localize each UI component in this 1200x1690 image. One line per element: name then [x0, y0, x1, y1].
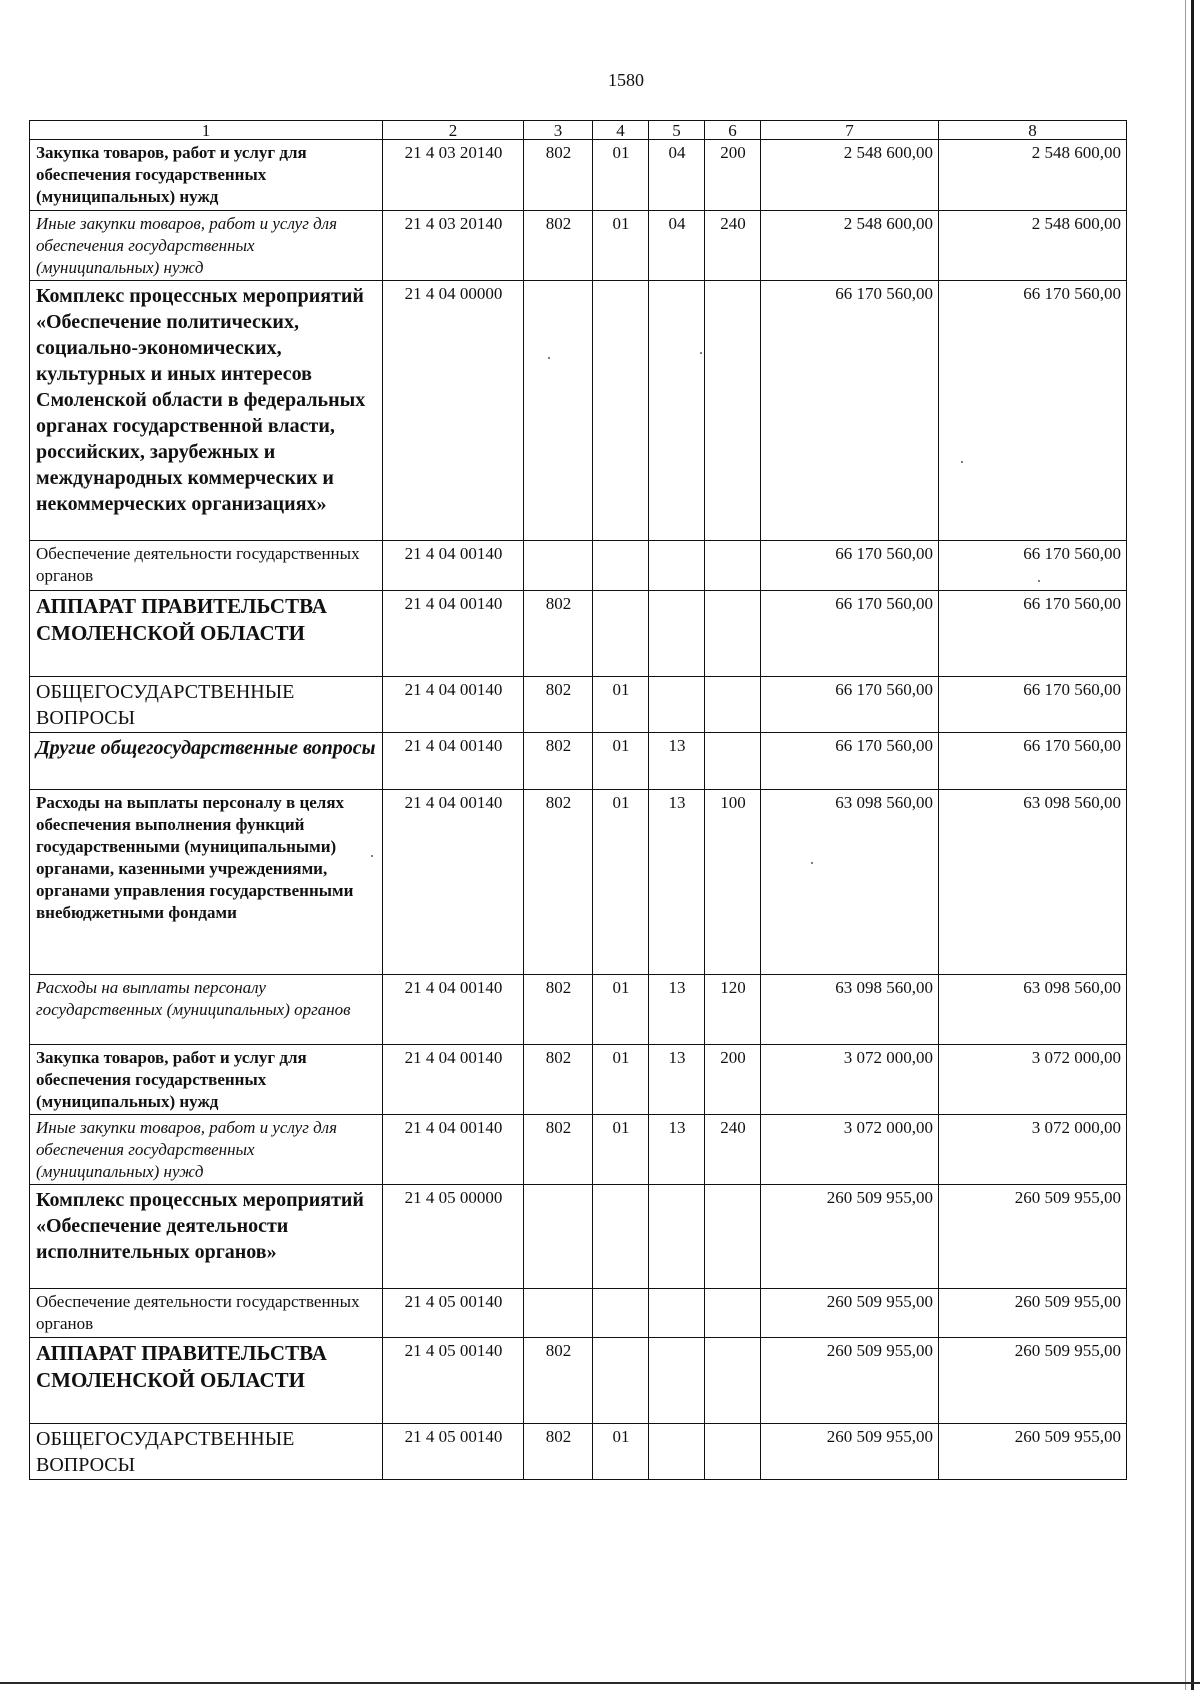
row-c4: 01 — [593, 1115, 649, 1185]
table-row — [30, 1289, 1127, 1338]
row-c4: 01 — [593, 211, 649, 281]
row-code: 21 4 04 00140 — [383, 975, 524, 1045]
row-name: Комплекс процессных мероприятий «Обеспечение деятельности исполнительных органов» — [30, 1185, 383, 1289]
row-name: АППАРАТ ПРАВИТЕЛЬСТВА СМОЛЕНСКОЙ ОБЛАСТИ — [30, 591, 383, 677]
row-c5 — [649, 1289, 705, 1338]
row-c5 — [649, 1424, 705, 1480]
table-row — [30, 733, 1127, 790]
row-c3: 802 — [524, 1045, 593, 1115]
row-c4: 01 — [593, 790, 649, 975]
row-name: Комплекс процессных мероприятий «Обеспечение политических, социально-экономических, культурных и иных интересов Смоленской области в федеральных органах государственной власти, российских, зарубежных и международных коммерческих и некоммерческих организациях» — [30, 281, 383, 541]
table-row — [30, 1045, 1127, 1115]
row-c5 — [649, 1338, 705, 1424]
column-header: 7 — [761, 121, 939, 140]
row-c8: 66 170 560,00 — [939, 541, 1127, 591]
table-row — [30, 677, 1127, 733]
row-name: Закупка товаров, работ и услуг для обеспечения государственных (муниципальных) нужд — [30, 1045, 383, 1115]
row-c4 — [593, 1185, 649, 1289]
row-c8: 260 509 955,00 — [939, 1185, 1127, 1289]
row-name: Другие общегосударственные вопросы — [30, 733, 383, 790]
row-c3 — [524, 541, 593, 591]
row-c8: 3 072 000,00 — [939, 1045, 1127, 1115]
row-c8: 260 509 955,00 — [939, 1289, 1127, 1338]
scan-edge-bottom — [0, 1682, 1200, 1684]
row-c3: 802 — [524, 790, 593, 975]
row-c8: 260 509 955,00 — [939, 1338, 1127, 1424]
column-header: 3 — [524, 121, 593, 140]
row-c4: 01 — [593, 677, 649, 733]
row-c4: 01 — [593, 1424, 649, 1480]
row-c7: 66 170 560,00 — [761, 677, 939, 733]
row-c7: 66 170 560,00 — [761, 281, 939, 541]
budget-table — [29, 120, 1127, 1480]
row-name: Закупка товаров, работ и услуг для обеспечения государственных (муниципальных) нужд — [30, 140, 383, 211]
row-c5 — [649, 281, 705, 541]
row-c5 — [649, 541, 705, 591]
row-c6 — [705, 591, 761, 677]
row-name: ОБЩЕГОСУДАРСТВЕННЫЕ ВОПРОСЫ — [30, 1424, 383, 1480]
row-c4 — [593, 1338, 649, 1424]
row-c5: 13 — [649, 975, 705, 1045]
row-name: АППАРАТ ПРАВИТЕЛЬСТВА СМОЛЕНСКОЙ ОБЛАСТИ — [30, 1338, 383, 1424]
row-c7: 3 072 000,00 — [761, 1115, 939, 1185]
table-row — [30, 140, 1127, 211]
row-c5: 13 — [649, 733, 705, 790]
row-name: Иные закупки товаров, работ и услуг для обеспечения государственных (муниципальных) нужд — [30, 1115, 383, 1185]
row-c8: 66 170 560,00 — [939, 677, 1127, 733]
row-c3: 802 — [524, 1115, 593, 1185]
row-c3: 802 — [524, 1338, 593, 1424]
row-c5: 13 — [649, 790, 705, 975]
row-c7: 260 509 955,00 — [761, 1185, 939, 1289]
column-header: 2 — [383, 121, 524, 140]
scan-edge-inner — [1185, 0, 1186, 1690]
row-code: 21 4 04 00000 — [383, 281, 524, 541]
table-row — [30, 1185, 1127, 1289]
table-row — [30, 211, 1127, 281]
row-c7: 63 098 560,00 — [761, 975, 939, 1045]
row-c6 — [705, 1338, 761, 1424]
column-header: 6 — [705, 121, 761, 140]
row-c5 — [649, 1185, 705, 1289]
row-c7: 66 170 560,00 — [761, 541, 939, 591]
row-c6: 120 — [705, 975, 761, 1045]
row-c7: 66 170 560,00 — [761, 733, 939, 790]
row-c4: 01 — [593, 975, 649, 1045]
scan-edge — [1191, 0, 1194, 1690]
row-code: 21 4 04 00140 — [383, 677, 524, 733]
row-c5 — [649, 591, 705, 677]
page-number: 1580 — [608, 70, 644, 90]
row-c8: 63 098 560,00 — [939, 790, 1127, 975]
row-c5: 04 — [649, 140, 705, 211]
table-row — [30, 591, 1127, 677]
row-c7: 260 509 955,00 — [761, 1424, 939, 1480]
row-c3: 802 — [524, 140, 593, 211]
row-c6 — [705, 1185, 761, 1289]
row-c8: 66 170 560,00 — [939, 591, 1127, 677]
row-c6 — [705, 1289, 761, 1338]
row-c5: 13 — [649, 1045, 705, 1115]
row-c5: 04 — [649, 211, 705, 281]
row-c4 — [593, 541, 649, 591]
table-row — [30, 790, 1127, 975]
row-name: ОБЩЕГОСУДАРСТВЕННЫЕ ВОПРОСЫ — [30, 677, 383, 733]
row-name: Обеспечение деятельности государственных органов — [30, 1289, 383, 1338]
row-c7: 2 548 600,00 — [761, 211, 939, 281]
row-c4 — [593, 1289, 649, 1338]
row-c3: 802 — [524, 591, 593, 677]
row-c8: 3 072 000,00 — [939, 1115, 1127, 1185]
row-c6: 200 — [705, 1045, 761, 1115]
row-code: 21 4 04 00140 — [383, 733, 524, 790]
row-c6 — [705, 677, 761, 733]
row-c8: 2 548 600,00 — [939, 211, 1127, 281]
row-c7: 63 098 560,00 — [761, 790, 939, 975]
column-header: 5 — [649, 121, 705, 140]
table-row — [30, 1424, 1127, 1480]
row-code: 21 4 03 20140 — [383, 211, 524, 281]
row-c4 — [593, 281, 649, 541]
row-code: 21 4 05 00000 — [383, 1185, 524, 1289]
row-c7: 3 072 000,00 — [761, 1045, 939, 1115]
row-c7: 2 548 600,00 — [761, 140, 939, 211]
row-code: 21 4 04 00140 — [383, 1045, 524, 1115]
table-row — [30, 975, 1127, 1045]
row-c4: 01 — [593, 140, 649, 211]
row-code: 21 4 05 00140 — [383, 1289, 524, 1338]
row-c3 — [524, 1289, 593, 1338]
row-c4: 01 — [593, 733, 649, 790]
header-row — [30, 121, 1127, 140]
row-c8: 66 170 560,00 — [939, 281, 1127, 541]
row-c6: 240 — [705, 1115, 761, 1185]
row-c6: 240 — [705, 211, 761, 281]
row-code: 21 4 05 00140 — [383, 1424, 524, 1480]
column-header: 1 — [30, 121, 383, 140]
row-c6 — [705, 281, 761, 541]
row-c3: 802 — [524, 211, 593, 281]
column-header: 8 — [939, 121, 1127, 140]
row-c6 — [705, 1424, 761, 1480]
row-c5: 13 — [649, 1115, 705, 1185]
row-c7: 260 509 955,00 — [761, 1338, 939, 1424]
row-code: 21 4 04 00140 — [383, 591, 524, 677]
row-c8: 66 170 560,00 — [939, 733, 1127, 790]
row-code: 21 4 05 00140 — [383, 1338, 524, 1424]
row-code: 21 4 04 00140 — [383, 1115, 524, 1185]
row-c4 — [593, 591, 649, 677]
row-c3: 802 — [524, 1424, 593, 1480]
row-c7: 260 509 955,00 — [761, 1289, 939, 1338]
row-code: 21 4 04 00140 — [383, 541, 524, 591]
row-c6 — [705, 733, 761, 790]
row-c7: 66 170 560,00 — [761, 591, 939, 677]
row-c6 — [705, 541, 761, 591]
row-c6: 200 — [705, 140, 761, 211]
row-c6: 100 — [705, 790, 761, 975]
row-code: 21 4 04 00140 — [383, 790, 524, 975]
row-c3 — [524, 1185, 593, 1289]
row-name: Расходы на выплаты персоналу государственных (муниципальных) органов — [30, 975, 383, 1045]
table-row — [30, 541, 1127, 591]
row-c3: 802 — [524, 733, 593, 790]
row-c3 — [524, 281, 593, 541]
row-code: 21 4 03 20140 — [383, 140, 524, 211]
table-row — [30, 1115, 1127, 1185]
row-c3: 802 — [524, 975, 593, 1045]
row-c8: 63 098 560,00 — [939, 975, 1127, 1045]
row-c3: 802 — [524, 677, 593, 733]
row-c8: 2 548 600,00 — [939, 140, 1127, 211]
column-header: 4 — [593, 121, 649, 140]
row-name: Расходы на выплаты персоналу в целях обеспечения выполнения функций государственными (муниципальными) органами, казенными учреждениями, органами управления государственными внебюджетными фондами — [30, 790, 383, 975]
row-c5 — [649, 677, 705, 733]
row-name: Иные закупки товаров, работ и услуг для обеспечения государственных (муниципальных) нужд — [30, 211, 383, 281]
table-row — [30, 1338, 1127, 1424]
table-row — [30, 281, 1127, 541]
row-c4: 01 — [593, 1045, 649, 1115]
row-c8: 260 509 955,00 — [939, 1424, 1127, 1480]
row-name: Обеспечение деятельности государственных органов — [30, 541, 383, 591]
